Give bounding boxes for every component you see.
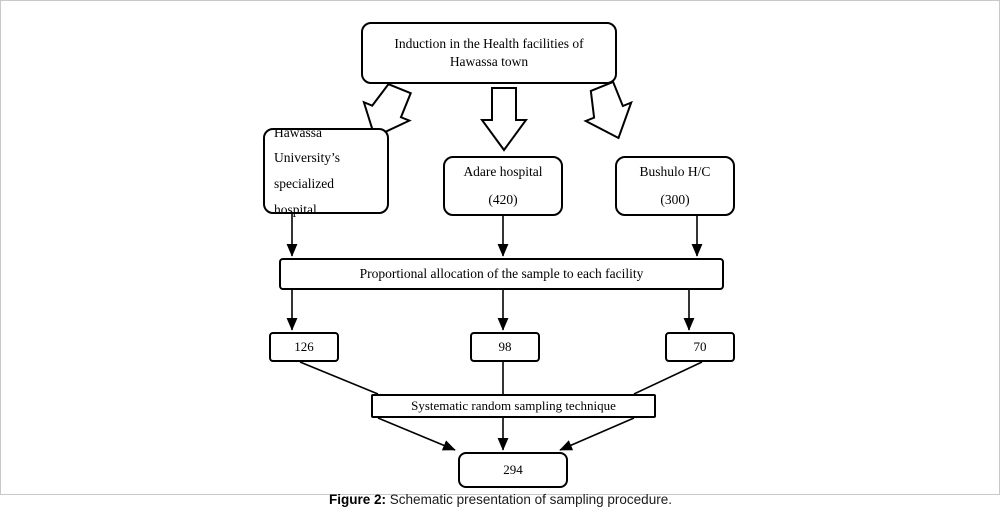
node-sample-70-value: 70 [693, 339, 707, 355]
node-hawassa-university [263, 124, 389, 217]
line-126-to-systematic [300, 362, 378, 394]
node-hawassa-line-3: specialized [274, 176, 334, 191]
line-70-to-systematic [634, 362, 702, 394]
figure-caption-text: Schematic presentation of sampling procedure. [386, 492, 672, 507]
node-sample-126-value: 126 [294, 339, 314, 355]
node-total-value: 294 [503, 462, 523, 478]
node-systematic-random-sampling [371, 394, 656, 418]
node-induction [361, 22, 617, 84]
node-proportional-allocation [279, 258, 724, 290]
node-bushulo-label: Bushulo H/C [639, 164, 711, 180]
node-systematic-label: Systematic random sampling technique [411, 398, 616, 414]
block-arrow-induction-to-adare [482, 88, 526, 150]
block-arrow-induction-to-bushulo [576, 79, 642, 147]
figure-caption-label: Figure 2: [329, 492, 387, 507]
node-bushulo-count: (300) [660, 191, 690, 207]
arrow-systematic-left-to-294 [378, 418, 455, 450]
node-hawassa-line-4: hospital [274, 201, 317, 217]
figure-caption [0, 492, 1001, 507]
node-hawassa-line-1: Hawassa [274, 124, 322, 140]
node-sample-98-value: 98 [498, 339, 512, 355]
node-adare-count: (420) [488, 191, 518, 207]
node-adare-label: Adare hospital [463, 164, 543, 180]
node-total-294 [458, 452, 568, 488]
node-sample-98 [470, 332, 540, 362]
node-sample-70 [665, 332, 735, 362]
node-induction-line-1: Induction in the Health facilities of [394, 35, 584, 51]
arrow-systematic-right-to-294 [560, 418, 634, 450]
node-adare-hospital [443, 156, 563, 216]
node-bushulo-hc [615, 156, 735, 216]
node-induction-line-2: Hawassa town [449, 54, 529, 69]
node-proportional-label: Proportional allocation of the sample to each facility [359, 265, 644, 281]
node-sample-126 [269, 332, 339, 362]
node-hawassa-line-2: University’s [274, 150, 340, 166]
